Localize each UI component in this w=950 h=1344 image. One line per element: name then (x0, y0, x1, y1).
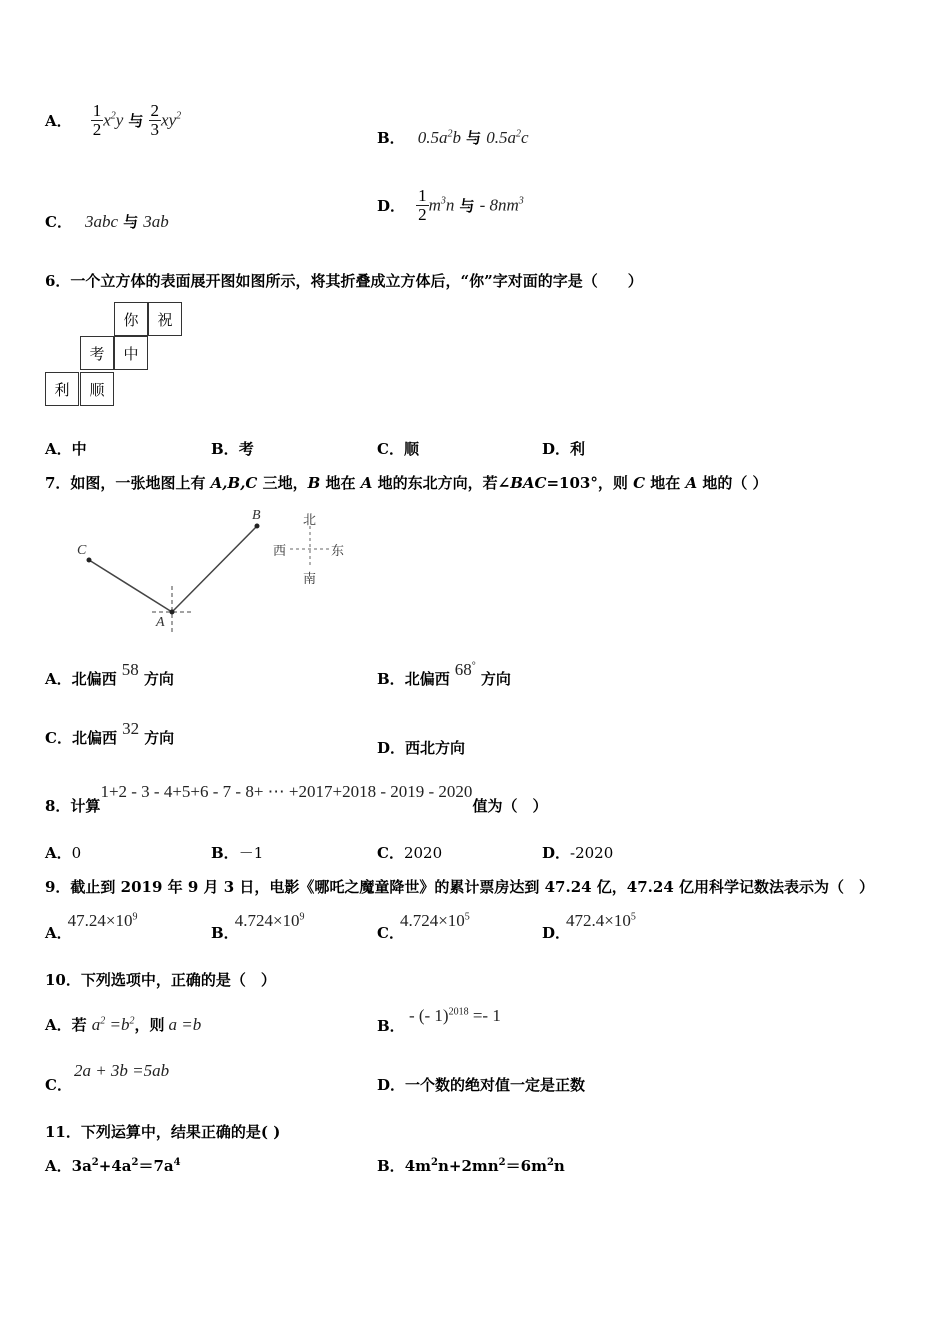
exponent: 2 (498, 1157, 506, 1168)
frac-num: 2 (150, 101, 160, 120)
q5-option-b (377, 127, 529, 148)
exponent: 3 (518, 195, 524, 207)
option-text: -2020 (570, 844, 614, 862)
option-text: －1 (238, 844, 264, 862)
q10-stem: 10．下列选项中，正确的是（ ） (45, 971, 276, 989)
math-term: c (520, 128, 529, 147)
math-term: a (91, 1015, 101, 1034)
option-text: 顺 (403, 440, 419, 458)
stem-var: C (633, 474, 646, 492)
option-label: A． (45, 1157, 72, 1175)
q6-option-b (211, 438, 254, 459)
exponent: 2 (110, 110, 116, 122)
math-term: xy (161, 110, 177, 130)
option-label: C． (45, 729, 72, 747)
point-a (170, 610, 175, 615)
degree-symbol: ° (471, 660, 476, 672)
q6-option-d (542, 438, 585, 459)
option-label: B． (211, 440, 239, 458)
math-term: 3ab (143, 212, 169, 231)
compass-south: 南 (303, 571, 317, 586)
exponent: 9 (132, 911, 138, 923)
option-text: 方向 (144, 729, 175, 747)
option-text: 北偏西 (71, 729, 117, 747)
q6-stem: 6．一个立方体的表面展开图如图所示，将其折叠成立方体后，“你”字对面的字是（ ） (45, 272, 643, 290)
label-c: C (77, 543, 87, 558)
cube-cell-li: 利 (45, 372, 79, 406)
math-term: b (452, 128, 462, 147)
exponent: 2 (131, 1157, 139, 1168)
math-term: x (103, 110, 111, 130)
math-term: a =b (168, 1015, 202, 1034)
exponent: 4 (173, 1157, 181, 1168)
q10-option-b (377, 1005, 501, 1035)
math-term: 0.5a (486, 128, 516, 147)
q11-option-a (45, 1155, 181, 1176)
q7-option-d (377, 737, 465, 758)
point-c (87, 558, 92, 563)
exponent: 2 (546, 1157, 554, 1168)
map-figure (60, 502, 360, 637)
conjunction: 与 (128, 112, 144, 130)
q5-option-c (45, 211, 169, 232)
exponent: 5 (464, 911, 470, 923)
fraction (416, 187, 429, 224)
math-term: 4.724×10 (234, 911, 300, 930)
math-term: - 8nm (479, 195, 519, 215)
option-text: 2020 (403, 844, 443, 862)
q9-option-b (211, 910, 305, 942)
stem-text: 地的（ ） (697, 474, 768, 492)
option-text: ，则 (134, 1016, 165, 1034)
q5-option-a (45, 102, 181, 139)
q9-option-a (45, 910, 138, 942)
segment-ab (172, 526, 257, 612)
q10-option-a (45, 1014, 201, 1035)
exponent: 2 (176, 110, 182, 122)
angle-value (455, 660, 476, 679)
option-label: A． (45, 440, 72, 458)
option-label: C． (45, 1076, 72, 1094)
angle-value: 32 (122, 719, 140, 738)
math-term: ＝7a (138, 1157, 174, 1175)
option-label: C． (377, 440, 404, 458)
q7-option-b (377, 660, 511, 689)
stem-text: =103°，则 (546, 474, 634, 492)
cube-cell-zhong: 中 (114, 336, 148, 370)
exponent: 5 (630, 911, 636, 923)
exponent: 2 (100, 1015, 106, 1027)
angle-value: 58 (121, 660, 139, 679)
point-b (255, 524, 260, 529)
label-b: B (252, 508, 261, 523)
exponent: 2 (129, 1015, 135, 1027)
math-term: 4.724×10 (399, 911, 465, 930)
q5-option-d (377, 187, 524, 224)
option-text: 考 (238, 440, 254, 458)
q6-option-c (377, 438, 419, 459)
q6-option-a (45, 438, 87, 459)
exponent: 3 (440, 195, 446, 207)
stem-var: A (685, 474, 698, 492)
stem-text: 三地， (257, 474, 308, 492)
compass-north: 北 (303, 512, 317, 527)
math-term: n (445, 195, 455, 215)
exponent: 2 (91, 1157, 99, 1168)
option-label: B． (377, 1157, 405, 1175)
conjunction: 与 (459, 197, 475, 215)
math-term: 4m (404, 1157, 431, 1175)
math-expression: 1+2 - 3 - 4+5+6 - 7 - 8+ ⋯ +2017+2018 - 2019 - 2020 (100, 782, 473, 801)
conjunction: 与 (466, 129, 482, 147)
option-label: D． (377, 739, 406, 757)
cube-cell-zhu: 祝 (148, 302, 182, 336)
option-label: A． (45, 112, 72, 130)
math-term: 3abc (85, 212, 119, 231)
option-label: D． (377, 197, 406, 215)
fraction (149, 102, 162, 139)
q8-stem (45, 781, 548, 815)
q10-option-d (377, 1074, 585, 1095)
option-text: 北偏西 (71, 670, 117, 688)
stem-var: A (360, 474, 373, 492)
math-term: 3a (71, 1157, 92, 1175)
option-text: 中 (71, 440, 87, 458)
option-label: A． (45, 924, 72, 942)
math-term: m (428, 195, 441, 215)
cube-cell-shun: 顺 (80, 372, 114, 406)
option-label: B． (377, 1017, 405, 1035)
compass-west: 西 (273, 543, 287, 558)
q9-option-d (542, 910, 636, 942)
option-text: 若 (71, 1016, 87, 1034)
math-term: =b (105, 1015, 130, 1034)
option-label: C． (377, 844, 404, 862)
option-text: 一个数的绝对值一定是正数 (405, 1076, 586, 1094)
q11-option-b (377, 1155, 565, 1176)
math-term: =- 1 (468, 1006, 501, 1025)
cube-cell-ni: 你 (114, 302, 148, 336)
option-text: 利 (570, 440, 586, 458)
q9-stem: 9．截止到 2019 年 9 月 3 日，电影《哪吒之魔童降世》的累计票房达到 47.24 亿，47.24 亿用科学记数法表示为（ ） (45, 878, 875, 896)
q7-option-c (45, 719, 175, 748)
exponent: 2 (431, 1157, 438, 1168)
stem-text: 8．计算 (45, 797, 101, 815)
option-text: 西北方向 (405, 739, 466, 757)
stem-text: 7．如图，一张地图上有 (45, 474, 211, 492)
option-label: A． (45, 1016, 72, 1034)
option-label: B． (211, 844, 239, 862)
stem-text: 地的东北方向，若∠ (372, 474, 511, 492)
compass-east: 东 (331, 543, 345, 558)
frac-den: 2 (92, 120, 102, 139)
segment-ac (89, 560, 172, 612)
q7-stem (45, 472, 768, 493)
stem-text: 值为（ ） (472, 797, 548, 815)
math-term: 0.5a (417, 128, 448, 147)
math-term: 47.24×10 (67, 911, 133, 930)
frac-num: 1 (418, 186, 427, 205)
option-label: D． (542, 924, 571, 942)
exponent: 2018 (448, 1006, 469, 1018)
option-label: B． (377, 670, 405, 688)
option-text: 方向 (143, 670, 174, 688)
label-a: A (156, 615, 165, 630)
frac-num: 1 (92, 101, 102, 120)
q10-option-c (45, 1060, 170, 1094)
math-term: +4a (98, 1157, 132, 1175)
q9-option-c (377, 910, 470, 942)
stem-var: BAC (510, 474, 547, 492)
exponent: 9 (299, 911, 305, 923)
math-term: ＝6m (505, 1157, 547, 1175)
q11-stem: 11．下列运算中，结果正确的是( ) (45, 1123, 281, 1141)
q8-option-a (45, 842, 81, 863)
frac-den: 2 (418, 205, 427, 224)
cube-cell-kao: 考 (80, 336, 114, 370)
angle-number: 68 (454, 660, 472, 679)
option-label: A． (45, 670, 72, 688)
fraction (91, 102, 104, 139)
option-label: D． (542, 844, 571, 862)
stem-text: 地在 (645, 474, 686, 492)
option-label: B． (377, 129, 405, 147)
stem-text: 地在 (320, 474, 361, 492)
conjunction: 与 (123, 213, 139, 231)
q8-option-c (377, 842, 442, 863)
stem-var: B (307, 474, 321, 492)
math-term: 2a + 3b =5ab (73, 1061, 170, 1080)
option-label: C． (377, 924, 404, 942)
stem-var: A,B,C (210, 474, 258, 492)
q8-option-d (542, 842, 613, 863)
q8-option-b (211, 842, 263, 863)
math-term: n+2mn (437, 1157, 499, 1175)
q7-option-a (45, 660, 174, 689)
exponent: 2 (447, 128, 453, 140)
option-label: A． (45, 844, 72, 862)
math-term: - (- 1) (404, 1006, 449, 1025)
option-text: 0 (71, 844, 82, 862)
option-label: C． (45, 213, 72, 231)
option-text: 方向 (480, 670, 511, 688)
option-label: D． (377, 1076, 406, 1094)
cube-net-figure (45, 302, 185, 407)
exponent: 2 (515, 128, 521, 140)
frac-den: 3 (150, 120, 160, 139)
option-text: 北偏西 (404, 670, 450, 688)
math-term: y (115, 110, 124, 130)
option-label: B． (211, 924, 239, 942)
math-term: 472.4×10 (566, 911, 631, 930)
option-label: D． (542, 440, 571, 458)
math-term: n (553, 1157, 565, 1175)
